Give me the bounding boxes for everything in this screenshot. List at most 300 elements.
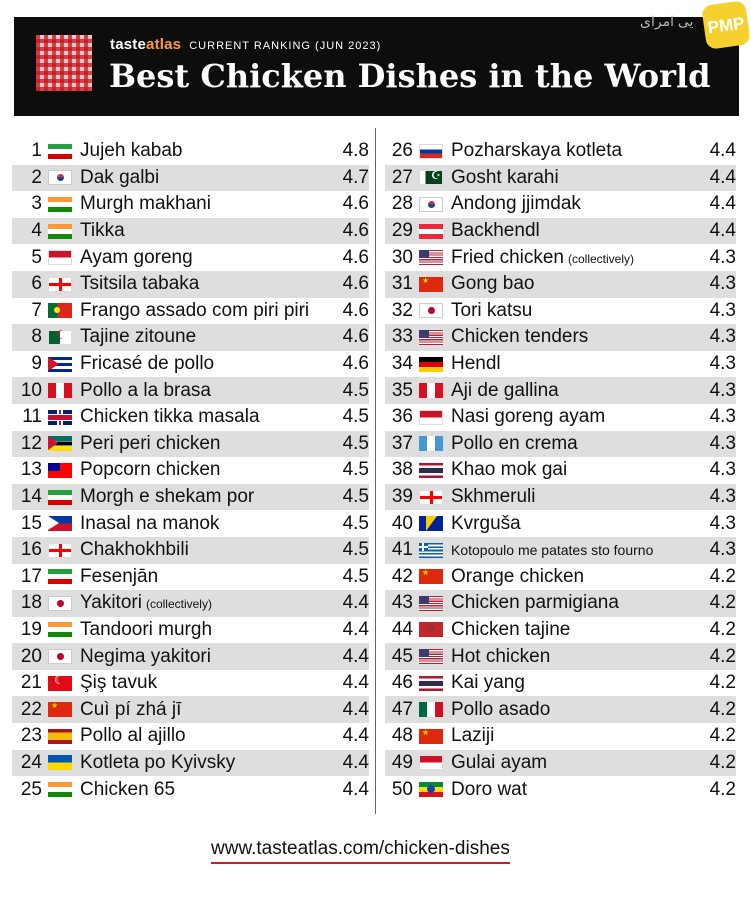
dish-name-text: Tajine zitoune	[80, 326, 197, 348]
flag-id-icon	[48, 250, 72, 265]
list-item	[12, 750, 369, 777]
dish-name-text: Gosht karahi	[451, 166, 559, 188]
rank-number: 37	[391, 432, 413, 454]
rating-score: 4.4	[342, 698, 369, 720]
dish-name-text: Inasal na manok	[80, 512, 220, 534]
rating-score: 4.6	[342, 273, 369, 295]
rank-number: 30	[391, 246, 413, 268]
dish-name-text: Kotopoulo me patates sto fourno	[451, 542, 654, 559]
list-item	[12, 537, 369, 564]
flag-jp-icon	[48, 596, 72, 611]
dish-name-text: Chicken 65	[80, 778, 176, 800]
dish-name-text: Chakhokhbili	[80, 539, 189, 561]
flag-ba-icon	[419, 516, 443, 531]
dish-name	[451, 353, 696, 375]
list-item	[12, 218, 369, 245]
rank-number: 50	[391, 778, 413, 800]
watermark-badge: PMP	[701, 0, 751, 50]
rating-score: 4.6	[342, 353, 369, 375]
dish-note: (collectively)	[568, 251, 635, 266]
dish-name-text: Hendl	[451, 353, 501, 375]
flag-in-icon	[48, 782, 72, 797]
dish-name-text: Gulai ayam	[451, 751, 548, 773]
dish-name	[80, 193, 329, 215]
dish-name	[451, 300, 696, 322]
flag-id-icon	[419, 755, 443, 770]
rating-score: 4.4	[342, 778, 369, 800]
dish-name-text: Fried chicken	[451, 246, 564, 268]
rank-number: 40	[391, 512, 413, 534]
dish-name-text: Chicken tajine	[451, 618, 571, 640]
list-item	[385, 590, 736, 617]
flag-ge-icon	[48, 543, 72, 558]
flag-in-icon	[48, 224, 72, 239]
dish-name-text: Fricasé de pollo	[80, 353, 215, 375]
flag-kr-icon	[419, 197, 443, 212]
list-item	[12, 298, 369, 325]
list-item	[12, 191, 369, 218]
list-item	[385, 431, 736, 458]
list-item	[12, 377, 369, 404]
dish-name	[80, 672, 329, 694]
flag-ua-icon	[48, 755, 72, 770]
list-item	[385, 324, 736, 351]
flag-cn-icon	[48, 702, 72, 717]
flag-cu-icon	[48, 357, 72, 372]
list-item	[385, 643, 736, 670]
flag-cn-icon	[419, 277, 443, 292]
dish-name	[451, 220, 696, 242]
flag-ru-icon	[419, 144, 443, 159]
dish-name	[451, 326, 696, 348]
rating-score: 4.3	[709, 379, 736, 401]
dish-name	[80, 273, 329, 295]
flag-ir-icon	[48, 490, 72, 505]
dish-name-text: Dak galbi	[80, 166, 160, 188]
dish-name-text: Backhendl	[451, 220, 540, 242]
rank-number: 19	[20, 618, 42, 640]
rank-number: 23	[20, 725, 42, 747]
dish-name-text: Tori katsu	[451, 299, 533, 321]
list-item	[385, 191, 736, 218]
rank-number: 45	[391, 645, 413, 667]
dish-name-text: Jujeh kabab	[80, 140, 183, 162]
rating-score: 4.5	[342, 432, 369, 454]
rank-number: 15	[20, 512, 42, 534]
rank-number: 42	[391, 565, 413, 587]
rating-score: 4.2	[709, 618, 736, 640]
list-item	[385, 404, 736, 431]
list-item	[12, 590, 369, 617]
flag-cn-icon	[419, 569, 443, 584]
flag-gb-icon	[48, 410, 72, 425]
dish-name-text: Tsitsila tabaka	[80, 273, 200, 295]
rating-score: 4.6	[342, 220, 369, 242]
list-item	[385, 244, 736, 271]
rank-number: 47	[391, 698, 413, 720]
flag-us-icon	[419, 250, 443, 265]
dish-name	[451, 725, 696, 747]
column-divider	[375, 128, 376, 814]
rating-score: 4.6	[342, 326, 369, 348]
dish-name	[80, 592, 329, 614]
rank-number: 35	[391, 379, 413, 401]
dish-name	[80, 140, 329, 162]
rank-number: 34	[391, 353, 413, 375]
rating-score: 4.3	[709, 459, 736, 481]
dish-name	[80, 353, 329, 375]
flag-gr-icon	[419, 543, 443, 558]
rating-score: 4.3	[709, 273, 736, 295]
rank-number: 29	[391, 220, 413, 242]
rank-number: 33	[391, 326, 413, 348]
rank-number: 3	[31, 193, 42, 215]
list-item	[385, 776, 736, 803]
rating-score: 4.5	[342, 459, 369, 481]
rank-number: 36	[391, 406, 413, 428]
rating-score: 4.6	[342, 299, 369, 321]
dish-name	[451, 592, 696, 614]
flag-ph-icon	[48, 516, 72, 531]
dish-name-text: Peri peri chicken	[80, 432, 221, 454]
rank-number: 13	[20, 459, 42, 481]
list-item	[12, 431, 369, 458]
dish-name-text: Khao mok gai	[451, 459, 568, 481]
list-item	[385, 484, 736, 511]
rating-score: 4.2	[709, 592, 736, 614]
rank-number: 21	[20, 672, 42, 694]
dish-name-text: Negima yakitori	[80, 645, 211, 667]
flag-ir-icon	[48, 569, 72, 584]
list-item	[12, 351, 369, 378]
list-item	[12, 271, 369, 298]
dish-name-text: Tandoori murgh	[80, 618, 213, 640]
dish-name-text: Popcorn chicken	[80, 459, 221, 481]
rank-number: 2	[31, 166, 42, 188]
flag-tr-icon	[48, 676, 72, 691]
dish-note: (collectively)	[145, 597, 212, 612]
dish-name	[451, 406, 696, 428]
rank-number: 18	[20, 592, 42, 614]
rating-score: 4.4	[342, 672, 369, 694]
dish-name-text: Orange chicken	[451, 565, 585, 587]
rank-number: 10	[20, 379, 42, 401]
rating-score: 4.3	[709, 512, 736, 534]
flag-ir-icon	[48, 144, 72, 159]
dish-name-text: Chicken tikka masala	[80, 406, 260, 428]
dish-name-text: Şiş tavuk	[80, 672, 158, 694]
flag-jp-icon	[48, 649, 72, 664]
rating-score: 4.8	[342, 140, 369, 162]
dish-name	[451, 699, 696, 721]
rank-number: 8	[31, 326, 42, 348]
rating-score: 4.6	[342, 246, 369, 268]
ranking-list-left	[12, 138, 369, 803]
dish-name	[80, 752, 329, 774]
dish-name	[451, 542, 696, 558]
rank-number: 14	[20, 486, 42, 508]
flag-th-icon	[419, 463, 443, 478]
dish-name-text: Yakitori	[80, 592, 142, 614]
dish-name	[451, 646, 696, 668]
flag-gt-icon	[419, 436, 443, 451]
dish-name-text: Gong bao	[451, 273, 535, 295]
dish-name-text: Skhmeruli	[451, 486, 536, 508]
dish-name-text: Pollo al ajillo	[80, 725, 186, 747]
rank-number: 22	[20, 698, 42, 720]
dish-name	[451, 273, 696, 295]
rating-score: 4.5	[342, 486, 369, 508]
dish-name	[451, 672, 696, 694]
dish-name	[451, 140, 696, 162]
rating-score: 4.5	[342, 539, 369, 561]
dish-name-text: Chicken tenders	[451, 326, 589, 348]
rating-score: 4.4	[342, 725, 369, 747]
list-item	[12, 165, 369, 192]
dish-name-text: Frango assado com piri piri	[80, 299, 310, 321]
rating-score: 4.5	[342, 406, 369, 428]
rating-score: 4.5	[342, 512, 369, 534]
flag-tw-icon	[48, 463, 72, 478]
list-item	[12, 404, 369, 431]
dish-name	[80, 646, 329, 668]
dish-name-text: Fesenjān	[80, 565, 159, 587]
rank-number: 38	[391, 459, 413, 481]
rank-number: 16	[20, 539, 42, 561]
dish-name-text: Andong jjimdak	[451, 193, 581, 215]
dish-name	[80, 167, 329, 189]
list-item	[12, 138, 369, 165]
dish-name	[80, 433, 329, 455]
list-item	[12, 484, 369, 511]
flag-pe-icon	[419, 383, 443, 398]
rank-number: 49	[391, 751, 413, 773]
rank-number: 46	[391, 672, 413, 694]
list-item	[12, 670, 369, 697]
source-url-link[interactable]: www.tasteatlas.com/chicken-dishes	[211, 838, 510, 864]
rating-score: 4.4	[342, 618, 369, 640]
dish-name-text: Cuì pí zhá jī	[80, 698, 182, 720]
dish-name-text: Pollo asado	[451, 698, 551, 720]
rating-score: 4.5	[342, 565, 369, 587]
rating-score: 4.4	[342, 592, 369, 614]
flag-us-icon	[419, 596, 443, 611]
flag-mx-icon	[419, 702, 443, 717]
rating-score: 4.3	[709, 406, 736, 428]
page-title: Best Chicken Dishes in the World	[109, 57, 711, 95]
rank-number: 24	[20, 751, 42, 773]
rank-number: 9	[31, 353, 42, 375]
flag-kr-icon	[48, 170, 72, 185]
flag-de-icon	[419, 357, 443, 372]
list-item	[12, 723, 369, 750]
dish-name-text: Chicken parmigiana	[451, 592, 619, 614]
dish-name	[80, 380, 329, 402]
dish-name	[451, 459, 696, 481]
brand-line	[110, 36, 381, 54]
flag-cn-icon	[419, 729, 443, 744]
dish-name	[80, 566, 329, 588]
rating-score: 4.2	[709, 778, 736, 800]
list-item	[385, 723, 736, 750]
rank-number: 25	[20, 778, 42, 800]
rank-number: 39	[391, 486, 413, 508]
dish-name	[80, 247, 329, 269]
dish-name-text: Ayam goreng	[80, 246, 193, 268]
flag-es-icon	[48, 729, 72, 744]
rating-score: 4.7	[342, 166, 369, 188]
list-item	[12, 564, 369, 591]
rank-number: 44	[391, 618, 413, 640]
dish-name	[80, 539, 329, 561]
dish-name	[80, 779, 329, 801]
rating-score: 4.2	[709, 645, 736, 667]
dish-name	[451, 619, 696, 641]
dish-name	[451, 513, 696, 535]
list-item	[385, 510, 736, 537]
brand-name: tasteatlas	[110, 36, 182, 53]
rank-number: 12	[20, 432, 42, 454]
list-item	[385, 298, 736, 325]
list-item	[12, 617, 369, 644]
dish-name	[451, 193, 696, 215]
flag-id-icon	[419, 410, 443, 425]
rank-number: 6	[31, 273, 42, 295]
list-item	[12, 457, 369, 484]
tasteatlas-logo-icon	[36, 35, 92, 91]
list-item	[12, 510, 369, 537]
dish-name	[80, 619, 329, 641]
dish-name	[451, 433, 696, 455]
rank-number: 5	[31, 246, 42, 268]
flag-jp-icon	[419, 303, 443, 318]
rating-score: 4.4	[709, 140, 736, 162]
flag-pe-icon	[48, 383, 72, 398]
rank-number: 48	[391, 725, 413, 747]
rank-number: 20	[20, 645, 42, 667]
list-item	[385, 696, 736, 723]
dish-name-text: Aji de gallina	[451, 379, 559, 401]
rating-score: 4.4	[709, 193, 736, 215]
dish-name	[451, 566, 696, 588]
ranking-list-right	[385, 138, 736, 803]
flag-ge-icon	[48, 277, 72, 292]
dish-name	[451, 752, 696, 774]
flag-ma-icon	[419, 622, 443, 637]
rating-score: 4.3	[709, 486, 736, 508]
ranking-label: CURRENT RANKING (JUN 2023)	[189, 40, 382, 52]
list-item	[12, 244, 369, 271]
header-banner	[14, 17, 739, 116]
rating-score: 4.3	[709, 326, 736, 348]
rating-score: 4.4	[342, 645, 369, 667]
dish-name	[451, 779, 696, 801]
rating-score: 4.4	[342, 751, 369, 773]
dish-name-text: Pollo a la brasa	[80, 379, 211, 401]
dish-name	[451, 380, 696, 402]
dish-name-text: Doro wat	[451, 778, 528, 800]
flag-pk-icon	[419, 170, 443, 185]
flag-in-icon	[48, 622, 72, 637]
flag-pt-icon	[48, 303, 72, 318]
dish-name-text: Kvrguša	[451, 512, 521, 534]
dish-name	[451, 167, 696, 189]
list-item	[385, 218, 736, 245]
rating-score: 4.3	[709, 246, 736, 268]
rank-number: 28	[391, 193, 413, 215]
dish-name	[80, 486, 329, 508]
dish-name	[80, 699, 329, 721]
dish-name-text: Pollo en crema	[451, 432, 578, 454]
rating-score: 4.2	[709, 725, 736, 747]
flag-ge-icon	[419, 490, 443, 505]
dish-name-text: Nasi goreng ayam	[451, 406, 606, 428]
dish-name-text: Laziji	[451, 725, 495, 747]
dish-name-text: Kotleta po Kyivsky	[80, 751, 236, 773]
dish-name	[80, 406, 329, 428]
rating-score: 4.2	[709, 751, 736, 773]
dish-name	[80, 513, 329, 535]
list-item	[385, 617, 736, 644]
rank-number: 1	[31, 140, 42, 162]
flag-at-icon	[419, 224, 443, 239]
dish-name-text: Hot chicken	[451, 645, 551, 667]
dish-name	[80, 725, 329, 747]
rank-number: 11	[22, 406, 42, 428]
list-item	[385, 377, 736, 404]
rating-score: 4.2	[709, 698, 736, 720]
dish-name	[80, 326, 329, 348]
rating-score: 4.5	[342, 379, 369, 401]
list-item	[385, 537, 736, 564]
list-item	[385, 351, 736, 378]
list-item	[385, 670, 736, 697]
dish-name	[80, 220, 329, 242]
rank-number: 27	[391, 166, 413, 188]
rank-number: 43	[391, 592, 413, 614]
rating-score: 4.3	[709, 299, 736, 321]
flag-us-icon	[419, 330, 443, 345]
rating-score: 4.3	[709, 432, 736, 454]
dish-name	[80, 300, 329, 322]
flag-in-icon	[48, 197, 72, 212]
flag-mz-icon	[48, 436, 72, 451]
list-item	[12, 776, 369, 803]
list-item	[12, 696, 369, 723]
flag-th-icon	[419, 676, 443, 691]
watermark-text: یی امرای	[640, 13, 694, 29]
rating-score: 4.2	[709, 565, 736, 587]
dish-name-text: Morgh e shekam por	[80, 486, 255, 508]
dish-name-text: Pozharskaya kotleta	[451, 140, 623, 162]
flag-et-icon	[419, 782, 443, 797]
dish-name-text: Murgh makhani	[80, 193, 211, 215]
rank-number: 26	[391, 140, 413, 162]
rank-number: 32	[391, 299, 413, 321]
rating-score: 4.4	[709, 166, 736, 188]
dish-name	[80, 459, 329, 481]
rank-number: 31	[391, 273, 413, 295]
flag-dz-icon	[48, 330, 72, 345]
rating-score: 4.3	[709, 539, 736, 561]
list-item	[385, 457, 736, 484]
dish-name-text: Tikka	[80, 220, 125, 242]
rank-number: 4	[31, 220, 42, 242]
list-item	[12, 643, 369, 670]
dish-name-text: Kai yang	[451, 672, 525, 694]
rating-score: 4.6	[342, 193, 369, 215]
rank-number: 17	[20, 565, 42, 587]
